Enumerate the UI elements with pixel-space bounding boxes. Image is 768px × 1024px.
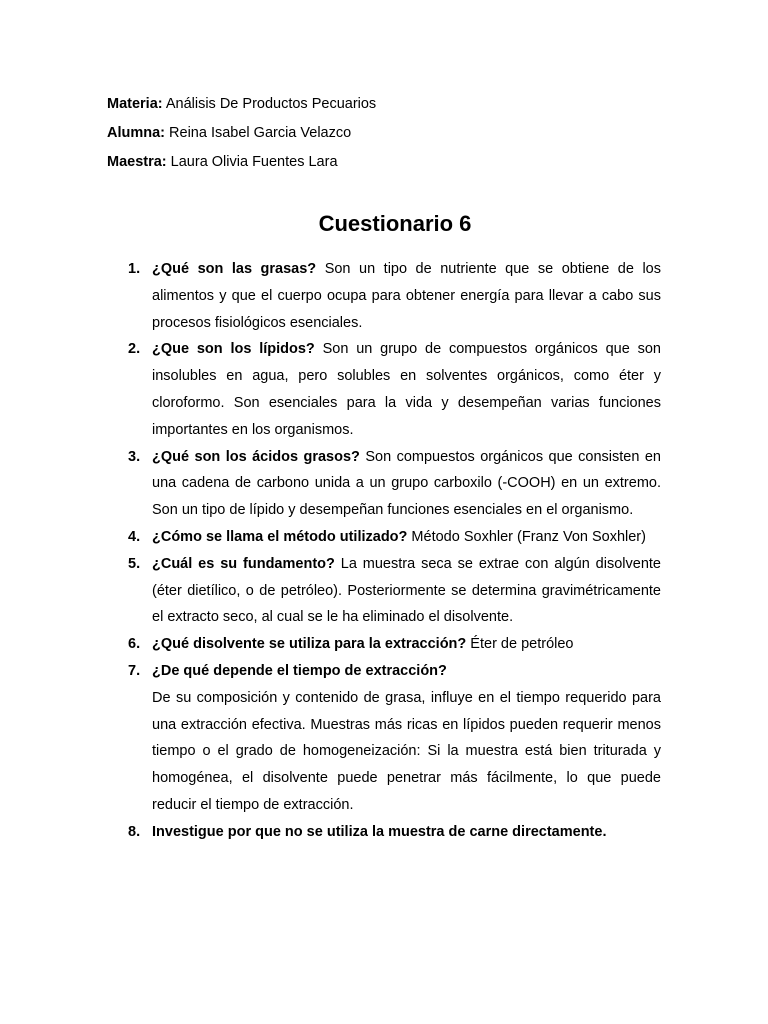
materia-label: Materia: xyxy=(107,96,163,112)
question-text: ¿Cuál es su fundamento? xyxy=(152,555,335,572)
question-item xyxy=(0,256,661,336)
question-item xyxy=(0,524,661,551)
page-title: Cuestionario 6 xyxy=(318,211,472,236)
answer-text: Son un tipo de nutriente que se obtiene de los alimentos y que el cuerpo ocupa para obtener energía para llevar a cabo sus procesos fisiológicos esenciales. xyxy=(152,261,661,331)
question-text: ¿De qué depende el tiempo de extracción? xyxy=(152,662,447,679)
answer-text: Éter de petróleo xyxy=(466,636,574,653)
alumna-line xyxy=(107,119,376,148)
question-item xyxy=(0,336,661,443)
question-number: 3. xyxy=(128,448,141,465)
materia-value: Análisis De Productos Pecuarios xyxy=(162,96,377,112)
question-item xyxy=(0,819,661,846)
answer-text: Son compuestos orgánicos que consisten en una cadena de carbono unida a un grupo carboxilo (-COOH) en un extremo. Son un tipo de lípido y desempeñan funciones esenciales en el organismo. xyxy=(152,448,661,519)
document-header xyxy=(107,90,376,177)
question-number: 6. xyxy=(128,636,141,653)
question-number: 1. xyxy=(128,261,141,277)
question-text: ¿Qué son los ácidos grasos? xyxy=(152,448,360,465)
maestra-value: Laura Olivia Fuentes Lara xyxy=(166,154,338,170)
question-text: ¿Qué son las grasas? xyxy=(152,261,317,277)
question-item xyxy=(0,658,661,819)
question-number: 8. xyxy=(128,823,141,840)
question-item xyxy=(0,444,661,524)
question-number: 7. xyxy=(128,662,141,679)
question-text: ¿Que son los lípidos? xyxy=(152,341,315,358)
answer-paragraph: De su composición y contenido de grasa, influye en el tiempo requerido para una extracción efectiva. Muestras más ricas en lípidos pueden requerir menos tiempo o el grado de homogeneización: Si la muestra está bien triturada y homogénea, el disolvente puede penetrar más fácilmente, lo que puede reducir el tiempo de extracción. xyxy=(152,689,661,813)
question-text: Investigue por que no se utiliza la muestra de carne directamente. xyxy=(152,823,607,840)
question-text: ¿Cómo se llama el método utilizado? xyxy=(152,528,408,545)
question-item xyxy=(0,631,661,658)
answer-text: La muestra seca se extrae con algún disolvente (éter dietílico, o de petróleo). Posteriormente se determina gravimétricamente el extracto seco, al cual se le ha eliminado el disolvente. xyxy=(152,555,661,626)
question-number: 5. xyxy=(128,555,141,572)
materia-line xyxy=(107,90,376,119)
alumna-label: Alumna: xyxy=(107,125,165,141)
question-number: 2. xyxy=(128,341,141,358)
question-item xyxy=(0,551,661,631)
alumna-value: Reina Isabel Garcia Velazco xyxy=(165,125,352,141)
answer-text: Método Soxhler (Franz Von Soxhler) xyxy=(407,528,646,545)
question-text: ¿Qué disolvente se utiliza para la extracción? xyxy=(152,636,467,653)
maestra-label: Maestra: xyxy=(107,154,167,170)
question-list xyxy=(0,256,768,846)
question-number: 4. xyxy=(128,528,141,545)
answer-text: Son un grupo de compuestos orgánicos que son insolubles en agua, pero solubles en solventes orgánicos, como éter y cloroformo. Son esenciales para la vida y desempeñan varias funciones importantes en los organismos. xyxy=(152,341,661,438)
maestra-line xyxy=(107,148,376,177)
